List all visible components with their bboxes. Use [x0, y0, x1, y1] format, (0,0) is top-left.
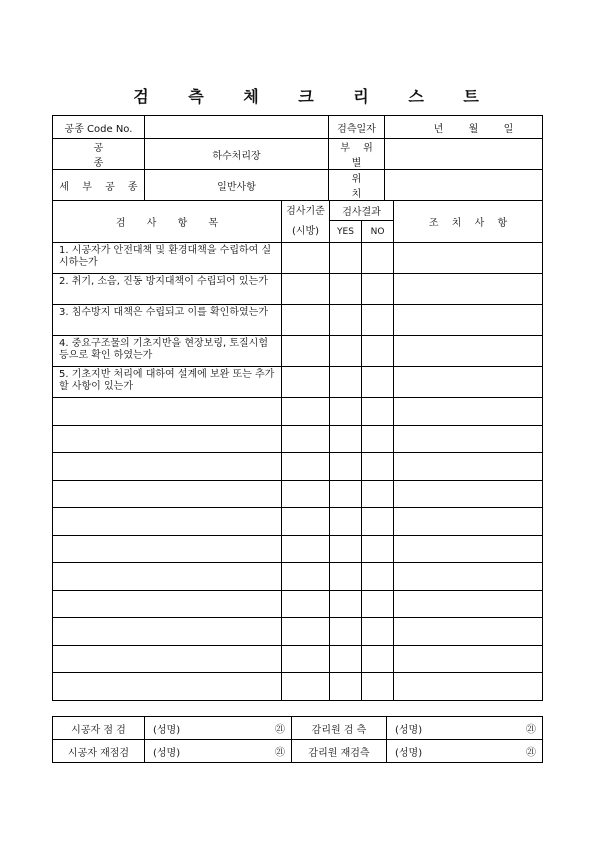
checklist-row [53, 563, 543, 591]
location-value-field[interactable] [385, 170, 543, 201]
action-cell[interactable] [394, 305, 543, 336]
item-cell [53, 563, 282, 591]
date-month-label: 월 [468, 123, 479, 135]
yes-checkbox-cell[interactable] [330, 425, 362, 453]
col-header-yes: YES [330, 221, 362, 243]
item-cell: 1. 시공자가 안전대책 및 환경대책을 수립하여 실시하는가 [53, 243, 282, 274]
yes-checkbox-cell[interactable] [330, 508, 362, 536]
no-checkbox-cell[interactable] [362, 590, 394, 618]
no-checkbox-cell[interactable] [362, 398, 394, 426]
standard-cell[interactable] [282, 398, 330, 426]
item-cell [53, 645, 282, 673]
yes-checkbox-cell[interactable] [330, 673, 362, 701]
location-label: 위 치 [329, 170, 385, 201]
name-placeholder: (성명) [153, 724, 181, 736]
standard-cell[interactable] [282, 305, 330, 336]
yes-checkbox-cell[interactable] [330, 398, 362, 426]
action-cell[interactable] [394, 645, 543, 673]
no-checkbox-cell[interactable] [362, 425, 394, 453]
item-cell: 3. 침수방지 대책은 수립되고 이를 확인하였는가 [53, 305, 282, 336]
date-year-label: 년 [433, 123, 444, 135]
action-cell[interactable] [394, 243, 543, 274]
no-checkbox-cell[interactable] [362, 367, 394, 398]
checklist-row [53, 425, 543, 453]
no-checkbox-cell[interactable] [362, 535, 394, 563]
supervisor-check-label: 감리원 검 측 [292, 717, 387, 740]
action-cell[interactable] [394, 535, 543, 563]
yes-checkbox-cell[interactable] [330, 367, 362, 398]
standard-cell[interactable] [282, 618, 330, 646]
checklist-row [53, 508, 543, 536]
standard-cell[interactable] [282, 336, 330, 367]
action-cell[interactable] [394, 367, 543, 398]
yes-checkbox-cell[interactable] [330, 563, 362, 591]
yes-checkbox-cell[interactable] [330, 305, 362, 336]
col-header-action: 조 치 사 항 [394, 201, 543, 243]
action-cell[interactable] [394, 453, 543, 481]
checklist-row [53, 367, 543, 398]
checklist-row [53, 535, 543, 563]
checklist-row [53, 243, 543, 274]
col-header-standard-line2: (시방) [291, 225, 320, 237]
date-day-label: 일 [503, 123, 514, 135]
yes-checkbox-cell[interactable] [330, 645, 362, 673]
no-checkbox-cell[interactable] [362, 274, 394, 305]
header-info-table [52, 115, 543, 201]
contractor-recheck-label: 시공자 재점검 [53, 740, 145, 763]
action-cell[interactable] [394, 480, 543, 508]
name-placeholder: (성명) [395, 747, 423, 759]
action-cell[interactable] [394, 673, 543, 701]
seal-icon: ㉑ [526, 724, 536, 736]
col-header-standard [282, 201, 330, 243]
col-header-standard-line1: 검사기준 [286, 205, 325, 217]
standard-cell[interactable] [282, 274, 330, 305]
document-title: 검 측 체 크 리 스 트 [133, 87, 496, 106]
yes-checkbox-cell[interactable] [330, 243, 362, 274]
standard-cell[interactable] [282, 563, 330, 591]
contractor-check-label: 시공자 점 검 [53, 717, 145, 740]
checklist-row [53, 398, 543, 426]
item-cell [53, 453, 282, 481]
no-checkbox-cell[interactable] [362, 480, 394, 508]
standard-cell[interactable] [282, 590, 330, 618]
action-cell[interactable] [394, 425, 543, 453]
supervisor-recheck-signature[interactable] [387, 740, 543, 763]
subtrade-value[interactable]: 일반사항 [145, 170, 329, 201]
no-checkbox-cell[interactable] [362, 645, 394, 673]
date-label: 검측일자 [329, 116, 385, 139]
item-cell [53, 535, 282, 563]
standard-cell[interactable] [282, 645, 330, 673]
standard-cell[interactable] [282, 453, 330, 481]
no-checkbox-cell[interactable] [362, 618, 394, 646]
signature-table [52, 716, 543, 763]
date-field[interactable] [385, 116, 543, 139]
standard-cell[interactable] [282, 508, 330, 536]
checklist-row [53, 274, 543, 305]
trade-value[interactable]: 하수처리장 [145, 139, 329, 170]
no-checkbox-cell[interactable] [362, 508, 394, 536]
code-value-field[interactable] [145, 116, 329, 139]
action-cell[interactable] [394, 274, 543, 305]
checklist-row [53, 336, 543, 367]
col-header-no: NO [362, 221, 394, 243]
yes-checkbox-cell[interactable] [330, 535, 362, 563]
checklist-row [53, 305, 543, 336]
supervisor-check-signature[interactable] [387, 717, 543, 740]
seal-icon: ㉑ [275, 747, 285, 759]
action-cell[interactable] [394, 590, 543, 618]
action-cell[interactable] [394, 563, 543, 591]
no-checkbox-cell[interactable] [362, 243, 394, 274]
item-cell [53, 618, 282, 646]
item-cell [53, 480, 282, 508]
action-cell[interactable] [394, 398, 543, 426]
code-label: 공종 Code No. [53, 116, 145, 139]
checklist-row [53, 618, 543, 646]
name-placeholder: (성명) [395, 724, 423, 736]
yes-checkbox-cell[interactable] [330, 590, 362, 618]
trade-label: 공 종 [53, 139, 145, 170]
checklist-table [52, 200, 543, 701]
subtrade-label: 세 부 공 종 [53, 170, 145, 201]
item-cell: 5. 기초지반 처리에 대하여 설계에 보완 또는 추가할 사항이 있는가 [53, 367, 282, 398]
item-cell [53, 508, 282, 536]
action-cell[interactable] [394, 336, 543, 367]
seal-icon: ㉑ [526, 747, 536, 759]
no-checkbox-cell[interactable] [362, 563, 394, 591]
supervisor-recheck-label: 감리원 재검측 [292, 740, 387, 763]
checklist-row [53, 673, 543, 701]
seal-icon: ㉑ [275, 724, 285, 736]
item-cell [53, 673, 282, 701]
item-cell [53, 425, 282, 453]
checklist-row [53, 645, 543, 673]
item-cell: 2. 취기, 소음, 진동 방지대책이 수립되어 있는가 [53, 274, 282, 305]
contractor-check-signature[interactable] [145, 717, 292, 740]
item-cell [53, 590, 282, 618]
checklist-row [53, 590, 543, 618]
part-value-field[interactable] [385, 139, 543, 170]
no-checkbox-cell[interactable] [362, 305, 394, 336]
action-cell[interactable] [394, 508, 543, 536]
col-header-item: 검 사 항 목 [53, 201, 282, 243]
item-cell: 4. 중요구조물의 기초지반을 현장보링, 토질시험등으로 확인 하였는가 [53, 336, 282, 367]
item-cell [53, 398, 282, 426]
checklist-row [53, 480, 543, 508]
standard-cell[interactable] [282, 673, 330, 701]
yes-checkbox-cell[interactable] [330, 453, 362, 481]
yes-checkbox-cell[interactable] [330, 480, 362, 508]
standard-cell[interactable] [282, 480, 330, 508]
part-label: 부 위 별 [329, 139, 385, 170]
no-checkbox-cell[interactable] [362, 453, 394, 481]
yes-checkbox-cell[interactable] [330, 336, 362, 367]
standard-cell[interactable] [282, 243, 330, 274]
action-cell[interactable] [394, 618, 543, 646]
checklist-row [53, 453, 543, 481]
standard-cell[interactable] [282, 535, 330, 563]
yes-checkbox-cell[interactable] [330, 274, 362, 305]
standard-cell[interactable] [282, 367, 330, 398]
contractor-recheck-signature[interactable] [145, 740, 292, 763]
name-placeholder: (성명) [153, 747, 181, 759]
col-header-result: 검사결과 [330, 201, 394, 221]
no-checkbox-cell[interactable] [362, 673, 394, 701]
no-checkbox-cell[interactable] [362, 336, 394, 367]
yes-checkbox-cell[interactable] [330, 618, 362, 646]
standard-cell[interactable] [282, 425, 330, 453]
